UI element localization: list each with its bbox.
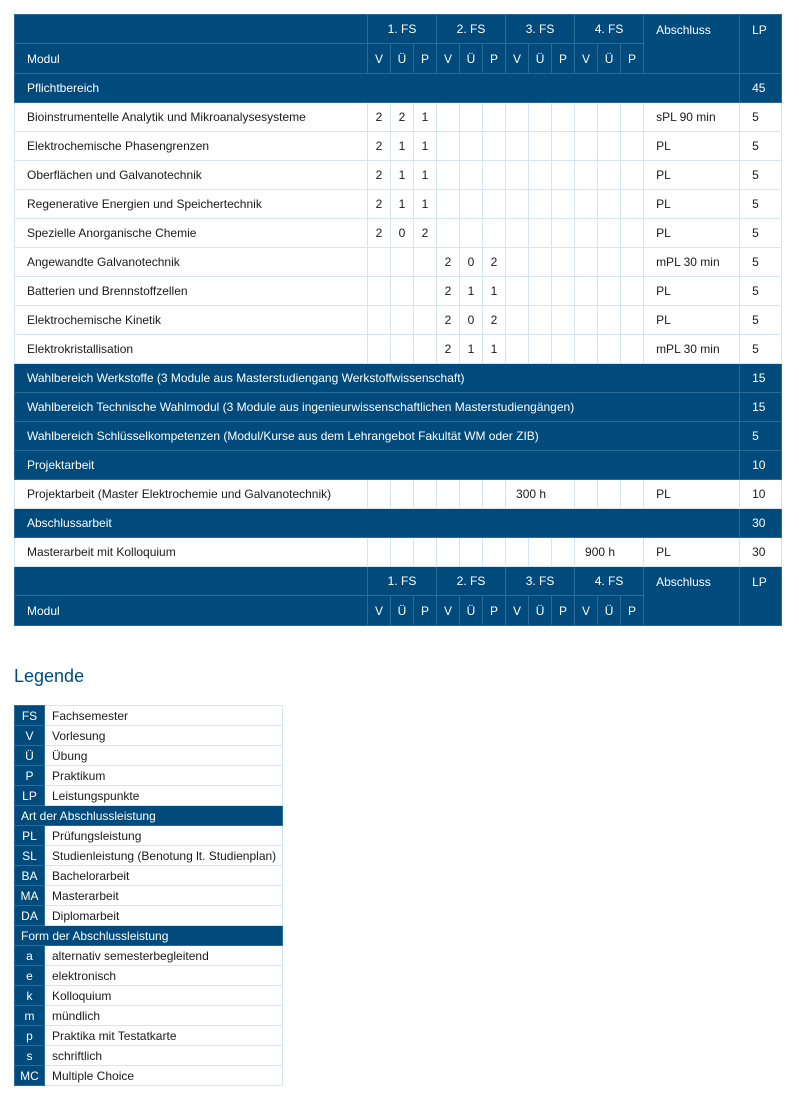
module-row bbox=[15, 132, 782, 161]
hours-cell bbox=[414, 306, 437, 335]
hours-cell bbox=[575, 306, 598, 335]
legend-value: schriftlich bbox=[45, 1046, 283, 1066]
legend-key: k bbox=[15, 986, 45, 1006]
hours-cell bbox=[460, 538, 483, 567]
hours-cell bbox=[368, 335, 391, 364]
hours-cell bbox=[483, 161, 506, 190]
module-abschluss: sPL 90 min bbox=[644, 103, 740, 132]
hours-cell: 2 bbox=[368, 103, 391, 132]
hours-cell: 2 bbox=[368, 190, 391, 219]
hours-cell: 2 bbox=[391, 103, 414, 132]
module-lp: 5 bbox=[740, 103, 782, 132]
hours-cell bbox=[437, 190, 460, 219]
section-lp: 15 bbox=[740, 393, 782, 422]
legend-value: Vorlesung bbox=[45, 726, 283, 746]
module-lp: 10 bbox=[740, 480, 782, 509]
legend-item bbox=[15, 846, 283, 866]
hours-cell bbox=[529, 161, 552, 190]
hours-cell: 2 bbox=[368, 132, 391, 161]
hours-cell bbox=[391, 335, 414, 364]
hours-cell bbox=[506, 538, 529, 567]
module-row bbox=[15, 103, 782, 132]
hours-cell: 1 bbox=[391, 190, 414, 219]
section-lp: 15 bbox=[740, 364, 782, 393]
legend-item bbox=[15, 706, 283, 726]
top-header-sub: Ü bbox=[529, 44, 552, 74]
module-abschluss: PL bbox=[644, 219, 740, 248]
hours-cell bbox=[598, 277, 621, 306]
module-lp: 5 bbox=[740, 132, 782, 161]
legend-value: Bachelorarbeit bbox=[45, 866, 283, 886]
bottom-header-semester: 3. FS bbox=[506, 567, 575, 596]
legend-item bbox=[15, 1066, 283, 1086]
module-row bbox=[15, 190, 782, 219]
bottom-header-sub: P bbox=[414, 596, 437, 626]
hours-cell bbox=[483, 103, 506, 132]
legend-item bbox=[15, 866, 283, 886]
hours-cell bbox=[506, 190, 529, 219]
bottom-header-sub: Ü bbox=[598, 596, 621, 626]
top-header-sub: V bbox=[437, 44, 460, 74]
hours-cell bbox=[506, 277, 529, 306]
legend-value: Masterarbeit bbox=[45, 886, 283, 906]
hours-cell bbox=[529, 538, 552, 567]
hours-cell: 1 bbox=[391, 161, 414, 190]
hours-cell bbox=[552, 538, 575, 567]
section-lp: 30 bbox=[740, 509, 782, 538]
legend-value: Leistungspunkte bbox=[45, 786, 283, 806]
top-header-abschluss: Abschluss bbox=[644, 15, 740, 74]
legend-item bbox=[15, 826, 283, 846]
module-lp: 5 bbox=[740, 190, 782, 219]
hours-cell bbox=[506, 306, 529, 335]
legend-item bbox=[15, 726, 283, 746]
section-title: Wahlbereich Technische Wahlmodul (3 Module aus ingenieurwissenschaftlichen Masterstudiengängen) bbox=[15, 393, 740, 422]
hours-cell bbox=[506, 161, 529, 190]
section-row bbox=[15, 364, 782, 393]
legend-value: alternativ semesterbegleitend bbox=[45, 946, 283, 966]
legend-key: MA bbox=[15, 886, 45, 906]
hours-cell bbox=[621, 103, 644, 132]
hours-cell: 0 bbox=[460, 306, 483, 335]
hours-cell bbox=[437, 538, 460, 567]
hours-cell bbox=[621, 277, 644, 306]
hours-cell bbox=[529, 306, 552, 335]
module-abschluss: PL bbox=[644, 480, 740, 509]
legend-value: Diplomarbeit bbox=[45, 906, 283, 926]
legend-item bbox=[15, 1026, 283, 1046]
legend-item bbox=[15, 946, 283, 966]
module-lp: 5 bbox=[740, 306, 782, 335]
hours-cell bbox=[368, 248, 391, 277]
hours-cell bbox=[483, 219, 506, 248]
hours-cell bbox=[460, 190, 483, 219]
section-title: Projektarbeit bbox=[15, 451, 740, 480]
hours-cell bbox=[391, 480, 414, 509]
hours-cell: 1 bbox=[460, 335, 483, 364]
hours-cell bbox=[368, 480, 391, 509]
module-name: Elektrochemische Phasengrenzen bbox=[15, 132, 368, 161]
hours-cell bbox=[483, 538, 506, 567]
hours-cell bbox=[437, 103, 460, 132]
legend-value: Praktika mit Testatkarte bbox=[45, 1026, 283, 1046]
study-plan-table bbox=[14, 14, 782, 626]
module-name: Regenerative Energien und Speichertechnik bbox=[15, 190, 368, 219]
hours-cell bbox=[368, 538, 391, 567]
module-name: Oberflächen und Galvanotechnik bbox=[15, 161, 368, 190]
hours-cell bbox=[552, 277, 575, 306]
bottom-header-sub: V bbox=[575, 596, 598, 626]
hours-cell bbox=[414, 335, 437, 364]
section-title: Wahlbereich Schlüsselkompetenzen (Modul/Kurse aus dem Lehrangebot Fakultät WM oder ZIB) bbox=[15, 422, 740, 451]
bottom-header-sub: Ü bbox=[529, 596, 552, 626]
bottom-header-modul: Modul bbox=[15, 596, 368, 626]
top-header-sub: Ü bbox=[598, 44, 621, 74]
legend-item bbox=[15, 786, 283, 806]
bottom-header-abschluss: Abschluss bbox=[644, 567, 740, 626]
section-title: Pflichtbereich bbox=[15, 74, 740, 103]
legend-key: s bbox=[15, 1046, 45, 1066]
hours-cell bbox=[437, 161, 460, 190]
hours-cell bbox=[483, 132, 506, 161]
hours-cell bbox=[437, 219, 460, 248]
hours-cell bbox=[575, 190, 598, 219]
module-name: Elektrochemische Kinetik bbox=[15, 306, 368, 335]
legend-key: SL bbox=[15, 846, 45, 866]
top-header-semester: 2. FS bbox=[437, 15, 506, 44]
legend-heading-text: Art der Abschlussleistung bbox=[15, 806, 283, 826]
legend-key: p bbox=[15, 1026, 45, 1046]
top-header-sub: Ü bbox=[391, 44, 414, 74]
bottom-header-sub: V bbox=[368, 596, 391, 626]
hours-cell bbox=[506, 219, 529, 248]
module-lp: 5 bbox=[740, 219, 782, 248]
module-row bbox=[15, 335, 782, 364]
hours-cell bbox=[575, 103, 598, 132]
legend-title: Legende bbox=[14, 666, 85, 686]
section-row bbox=[15, 422, 782, 451]
hours-cell: 1 bbox=[483, 335, 506, 364]
hours-cell: 1 bbox=[483, 277, 506, 306]
module-lp: 5 bbox=[740, 335, 782, 364]
top-header-sub: Ü bbox=[460, 44, 483, 74]
module-abschluss: PL bbox=[644, 277, 740, 306]
bottom-header-lp: LP bbox=[740, 567, 782, 626]
module-abschluss: PL bbox=[644, 538, 740, 567]
module-lp: 5 bbox=[740, 161, 782, 190]
hours-cell bbox=[460, 480, 483, 509]
legend-group-heading bbox=[15, 926, 283, 946]
module-row bbox=[15, 306, 782, 335]
hours-cell bbox=[506, 248, 529, 277]
legend-key: BA bbox=[15, 866, 45, 886]
hours-cell bbox=[529, 335, 552, 364]
hours-cell bbox=[391, 306, 414, 335]
workload-cell: 900 h bbox=[575, 538, 644, 567]
hours-cell bbox=[621, 480, 644, 509]
hours-cell bbox=[529, 132, 552, 161]
legend-key: e bbox=[15, 966, 45, 986]
module-abschluss: PL bbox=[644, 190, 740, 219]
module-lp: 30 bbox=[740, 538, 782, 567]
legend-value: elektronisch bbox=[45, 966, 283, 986]
hours-cell bbox=[598, 335, 621, 364]
legend-value: Studienleistung (Benotung lt. Studienplan) bbox=[45, 846, 283, 866]
module-name: Angewandte Galvanotechnik bbox=[15, 248, 368, 277]
hours-cell bbox=[414, 538, 437, 567]
hours-cell: 1 bbox=[391, 132, 414, 161]
legend-key: DA bbox=[15, 906, 45, 926]
hours-cell bbox=[414, 277, 437, 306]
hours-cell bbox=[552, 161, 575, 190]
bottom-header-sub: P bbox=[621, 596, 644, 626]
hours-cell: 2 bbox=[437, 277, 460, 306]
hours-cell bbox=[506, 103, 529, 132]
hours-cell bbox=[460, 161, 483, 190]
hours-cell bbox=[506, 335, 529, 364]
hours-cell bbox=[552, 190, 575, 219]
legend-value: Fachsemester bbox=[45, 706, 283, 726]
legend-value: Übung bbox=[45, 746, 283, 766]
legend-key: Ü bbox=[15, 746, 45, 766]
legend-item bbox=[15, 1006, 283, 1026]
hours-cell: 1 bbox=[414, 161, 437, 190]
hours-cell: 1 bbox=[414, 103, 437, 132]
hours-cell bbox=[483, 480, 506, 509]
module-abschluss: mPL 30 min bbox=[644, 248, 740, 277]
hours-cell bbox=[575, 248, 598, 277]
legend-item bbox=[15, 1046, 283, 1066]
hours-cell: 2 bbox=[437, 335, 460, 364]
hours-cell bbox=[437, 132, 460, 161]
section-row bbox=[15, 451, 782, 480]
hours-cell bbox=[575, 335, 598, 364]
section-row bbox=[15, 509, 782, 538]
legend-value: Praktikum bbox=[45, 766, 283, 786]
hours-cell bbox=[460, 132, 483, 161]
hours-cell bbox=[598, 480, 621, 509]
module-name: Masterarbeit mit Kolloquium bbox=[15, 538, 368, 567]
legend-item bbox=[15, 966, 283, 986]
hours-cell bbox=[575, 161, 598, 190]
hours-cell bbox=[598, 248, 621, 277]
hours-cell bbox=[552, 219, 575, 248]
hours-cell bbox=[598, 219, 621, 248]
hours-cell: 1 bbox=[460, 277, 483, 306]
module-abschluss: PL bbox=[644, 161, 740, 190]
legend-group-heading bbox=[15, 806, 283, 826]
hours-cell bbox=[598, 132, 621, 161]
hours-cell: 2 bbox=[368, 161, 391, 190]
hours-cell: 0 bbox=[391, 219, 414, 248]
hours-cell: 2 bbox=[483, 248, 506, 277]
module-row bbox=[15, 219, 782, 248]
top-header-lp: LP bbox=[740, 15, 782, 74]
hours-cell bbox=[552, 132, 575, 161]
hours-cell: 2 bbox=[368, 219, 391, 248]
hours-cell bbox=[368, 306, 391, 335]
top-header-blank bbox=[15, 15, 368, 44]
bottom-header-sub: Ü bbox=[460, 596, 483, 626]
bottom-header-semester: 4. FS bbox=[575, 567, 644, 596]
section-lp: 5 bbox=[740, 422, 782, 451]
hours-cell bbox=[552, 248, 575, 277]
legend-table bbox=[14, 705, 283, 1086]
hours-cell: 0 bbox=[460, 248, 483, 277]
bottom-header-row-semesters bbox=[15, 567, 782, 596]
hours-cell bbox=[621, 335, 644, 364]
hours-cell bbox=[529, 248, 552, 277]
top-header-sub: P bbox=[621, 44, 644, 74]
hours-cell: 2 bbox=[483, 306, 506, 335]
section-title: Abschlussarbeit bbox=[15, 509, 740, 538]
legend-value: Kolloquium bbox=[45, 986, 283, 1006]
module-row bbox=[15, 248, 782, 277]
module-name: Batterien und Brennstoffzellen bbox=[15, 277, 368, 306]
module-row bbox=[15, 161, 782, 190]
hours-cell: 1 bbox=[414, 132, 437, 161]
module-abschluss: PL bbox=[644, 306, 740, 335]
legend-key: FS bbox=[15, 706, 45, 726]
legend-key: m bbox=[15, 1006, 45, 1026]
bottom-header-blank bbox=[15, 567, 368, 596]
top-header-sub: P bbox=[483, 44, 506, 74]
section-row bbox=[15, 74, 782, 103]
hours-cell bbox=[552, 306, 575, 335]
hours-cell bbox=[575, 219, 598, 248]
module-row bbox=[15, 538, 782, 567]
hours-cell bbox=[575, 480, 598, 509]
bottom-header-sub: V bbox=[506, 596, 529, 626]
hours-cell bbox=[621, 219, 644, 248]
legend-key: P bbox=[15, 766, 45, 786]
hours-cell bbox=[391, 538, 414, 567]
hours-cell bbox=[460, 219, 483, 248]
hours-cell bbox=[437, 480, 460, 509]
hours-cell bbox=[414, 480, 437, 509]
hours-cell: 2 bbox=[437, 306, 460, 335]
legend-heading-text: Form der Abschlussleistung bbox=[15, 926, 283, 946]
section-row bbox=[15, 393, 782, 422]
top-header-sub: V bbox=[575, 44, 598, 74]
section-title: Wahlbereich Werkstoffe (3 Module aus Masterstudiengang Werkstoffwissenschaft) bbox=[15, 364, 740, 393]
legend-item bbox=[15, 886, 283, 906]
bottom-header-sub: Ü bbox=[391, 596, 414, 626]
hours-cell bbox=[552, 335, 575, 364]
legend-value: Prüfungsleistung bbox=[45, 826, 283, 846]
bottom-header-sub: V bbox=[437, 596, 460, 626]
top-header-semester: 4. FS bbox=[575, 15, 644, 44]
legend-key: a bbox=[15, 946, 45, 966]
legend-item bbox=[15, 766, 283, 786]
hours-cell bbox=[598, 190, 621, 219]
hours-cell bbox=[598, 161, 621, 190]
workload-cell: 300 h bbox=[506, 480, 575, 509]
hours-cell bbox=[598, 103, 621, 132]
hours-cell bbox=[391, 277, 414, 306]
hours-cell bbox=[575, 277, 598, 306]
hours-cell bbox=[414, 248, 437, 277]
legend-item bbox=[15, 986, 283, 1006]
hours-cell bbox=[529, 190, 552, 219]
legend-key: LP bbox=[15, 786, 45, 806]
module-lp: 5 bbox=[740, 248, 782, 277]
hours-cell bbox=[368, 277, 391, 306]
legend-item bbox=[15, 906, 283, 926]
hours-cell bbox=[460, 103, 483, 132]
module-row bbox=[15, 480, 782, 509]
bottom-header-sub: P bbox=[483, 596, 506, 626]
hours-cell bbox=[621, 248, 644, 277]
section-lp: 10 bbox=[740, 451, 782, 480]
legend-value: mündlich bbox=[45, 1006, 283, 1026]
bottom-header-sub: P bbox=[552, 596, 575, 626]
top-header-sub: V bbox=[506, 44, 529, 74]
legend-item bbox=[15, 746, 283, 766]
module-lp: 5 bbox=[740, 277, 782, 306]
bottom-header-semester: 1. FS bbox=[368, 567, 437, 596]
hours-cell bbox=[621, 190, 644, 219]
section-lp: 45 bbox=[740, 74, 782, 103]
module-name: Elektrokristallisation bbox=[15, 335, 368, 364]
hours-cell bbox=[529, 277, 552, 306]
hours-cell: 2 bbox=[437, 248, 460, 277]
top-header-sub: P bbox=[414, 44, 437, 74]
hours-cell bbox=[621, 161, 644, 190]
module-name: Projektarbeit (Master Elektrochemie und Galvanotechnik) bbox=[15, 480, 368, 509]
legend-key: V bbox=[15, 726, 45, 746]
legend-value: Multiple Choice bbox=[45, 1066, 283, 1086]
module-abschluss: PL bbox=[644, 132, 740, 161]
hours-cell: 1 bbox=[414, 190, 437, 219]
top-header-sub: V bbox=[368, 44, 391, 74]
hours-cell bbox=[621, 132, 644, 161]
hours-cell bbox=[529, 103, 552, 132]
hours-cell bbox=[483, 190, 506, 219]
hours-cell bbox=[598, 306, 621, 335]
hours-cell bbox=[621, 306, 644, 335]
top-header-modul: Modul bbox=[15, 44, 368, 74]
module-abschluss: mPL 30 min bbox=[644, 335, 740, 364]
hours-cell: 2 bbox=[414, 219, 437, 248]
module-name: Bioinstrumentelle Analytik und Mikroanalysesysteme bbox=[15, 103, 368, 132]
legend-key: MC bbox=[15, 1066, 45, 1086]
hours-cell bbox=[552, 103, 575, 132]
top-header-semester: 3. FS bbox=[506, 15, 575, 44]
module-name: Spezielle Anorganische Chemie bbox=[15, 219, 368, 248]
top-header-sub: P bbox=[552, 44, 575, 74]
module-row bbox=[15, 277, 782, 306]
hours-cell bbox=[529, 219, 552, 248]
top-header-semester: 1. FS bbox=[368, 15, 437, 44]
hours-cell bbox=[506, 132, 529, 161]
hours-cell bbox=[391, 248, 414, 277]
legend-key: PL bbox=[15, 826, 45, 846]
hours-cell bbox=[575, 132, 598, 161]
bottom-header-semester: 2. FS bbox=[437, 567, 506, 596]
top-header-row-semesters bbox=[15, 15, 782, 44]
